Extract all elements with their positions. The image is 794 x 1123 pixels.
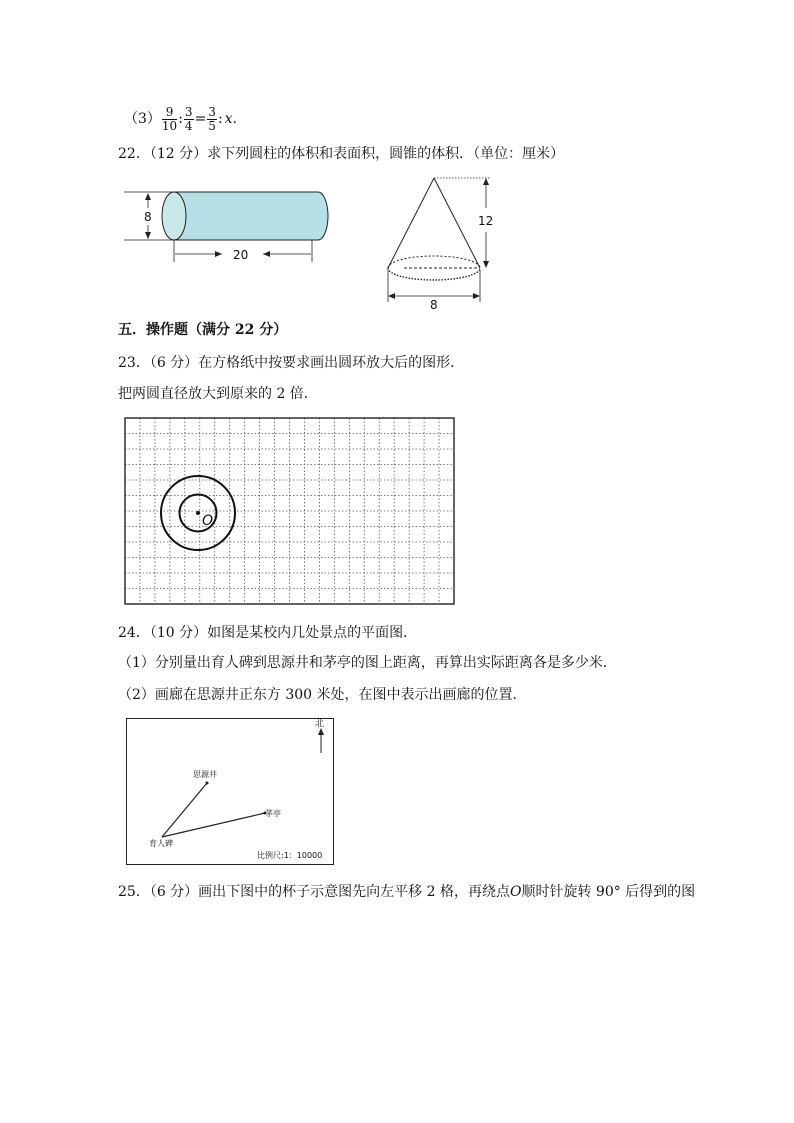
fraction-3-5: $\frac{3}{5}$ <box>208 104 216 133</box>
colon: : <box>217 111 223 127</box>
cylinder-body <box>174 192 318 240</box>
cone-base-back <box>388 256 480 268</box>
center-label: O <box>202 513 214 529</box>
period: ． <box>232 111 247 127</box>
question-25-part-b: 顺时针旋转 90° 后得到的图 <box>521 884 696 900</box>
question-24-text: 24．（10 分）如图是某校内几处景点的平面图． <box>118 625 418 641</box>
arrow-right <box>473 293 480 299</box>
well-label: 思源井 <box>193 770 217 779</box>
cone-diameter-label: 8 <box>430 298 438 312</box>
q3-label: （3） <box>124 111 161 127</box>
question-25-text <box>118 883 695 901</box>
question-22-text: 22．（12 分）求下列圆柱的体积和表面积，圆锥的体积．（单位：厘米） <box>118 146 565 162</box>
colon: : <box>178 111 183 127</box>
arrow-up <box>145 193 151 200</box>
pavilion-label: 茅亭 <box>265 809 281 818</box>
cone-right-edge <box>434 178 480 268</box>
question-3-proportion <box>124 104 247 134</box>
monument-label: 育人碑 <box>149 839 173 848</box>
fraction-9-10: $\frac{9}{10}$ <box>161 104 178 133</box>
equals-sign: = <box>194 111 207 127</box>
arrow-up <box>483 178 489 185</box>
north-label: 北 <box>315 719 325 729</box>
arrow-right <box>215 251 222 257</box>
section-title: 五．操作题（满分 22 分） <box>118 322 288 338</box>
line-monument-to-pavilion <box>162 813 265 837</box>
well-point <box>206 782 209 785</box>
cone-left-edge <box>388 178 434 268</box>
scale-label: 比例尺:1：10000 <box>257 851 323 860</box>
question-23-text: 23．（6 分）在方格纸中按要求画出圆环放大后的图形． <box>118 355 465 371</box>
arrow-down <box>145 232 151 239</box>
cone-base-front <box>388 268 480 280</box>
arrow-left <box>263 251 270 257</box>
arrow-down <box>483 261 489 268</box>
cylinder-length-label: 20 <box>233 248 249 262</box>
cone-height-label: 12 <box>478 214 494 228</box>
cylinder-left-face <box>162 192 186 240</box>
cylinder-right-end <box>318 192 328 240</box>
grid-lines <box>125 418 454 604</box>
grid-paper <box>124 417 456 607</box>
variable-x: x <box>224 111 233 127</box>
question-24-sub2: （2）画廊在思源井正东方 300 米处，在图中表示出画廊的位置． <box>118 687 527 703</box>
line-monument-to-well <box>162 783 207 837</box>
cylinder-height-label: 8 <box>144 210 152 224</box>
question-23-instruction: 把两圆直径放大到原来的 2 倍． <box>118 386 318 402</box>
arrow-left <box>388 293 395 299</box>
point-o: O <box>509 884 522 900</box>
fraction-3-4: $\frac{3}{4}$ <box>184 104 193 133</box>
center-point <box>196 511 200 515</box>
cone-figure <box>378 172 498 312</box>
north-arrow-head <box>318 728 324 735</box>
campus-map <box>126 718 334 865</box>
question-24-sub1: （1）分别量出育人碑到思源井和茅亭的图上距离，再算出实际距离各是多少米． <box>118 655 617 671</box>
question-25-part-a: 25．（6 分）画出下图中的杯子示意图先向左平移 2 格，再绕点 <box>118 884 510 900</box>
cylinder-figure <box>120 182 330 264</box>
